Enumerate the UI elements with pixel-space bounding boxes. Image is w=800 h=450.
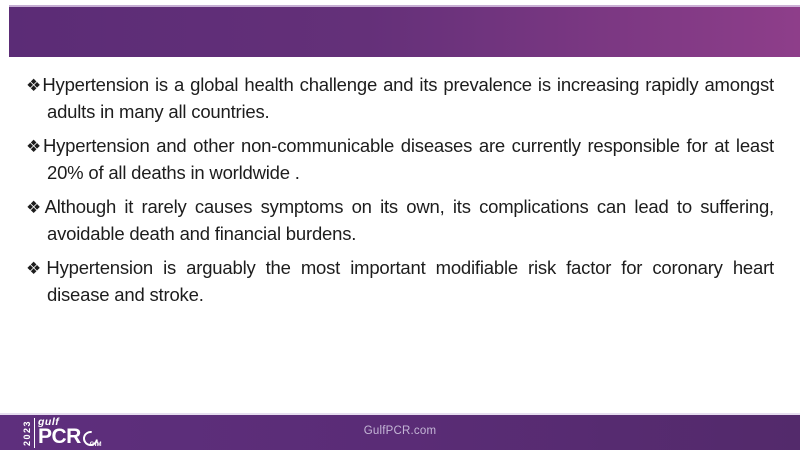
logo-year: 2023	[22, 419, 32, 447]
bullet-icon: ❖	[26, 137, 43, 156]
logo-gulf-label: gulf	[38, 416, 60, 428]
bullet-item	[26, 255, 774, 308]
bullet-item	[26, 133, 774, 186]
logo-gim-label: GIM	[89, 442, 102, 448]
slide-body	[0, 60, 800, 316]
bullet-text: Hypertension is arguably the most important modifiable risk factor for coronary heart disease and stroke.	[46, 257, 774, 305]
bullet-icon: ❖	[26, 198, 45, 217]
bullet-text: Hypertension is a global health challenge and its prevalence is increasing rapidly amongst adults in many all countries.	[42, 74, 774, 122]
bullet-text: Hypertension and other non-communicable diseases are currently responsible for at least 20% of all deaths in worldwide .	[42, 135, 774, 183]
logo-pcr-label: PCR	[38, 425, 81, 448]
header-bar	[9, 5, 800, 57]
bullet-icon: ❖	[26, 76, 43, 95]
footer-bar	[0, 413, 800, 450]
bullet-text: Although it rarely causes symptoms on its own, its complications can lead to suffering, avoidable death and financial burdens.	[44, 196, 774, 244]
bullet-item	[26, 194, 774, 247]
footer-website: GulfPCR.com	[363, 425, 437, 437]
bullet-item	[26, 72, 774, 125]
bullet-icon: ❖	[26, 259, 47, 278]
